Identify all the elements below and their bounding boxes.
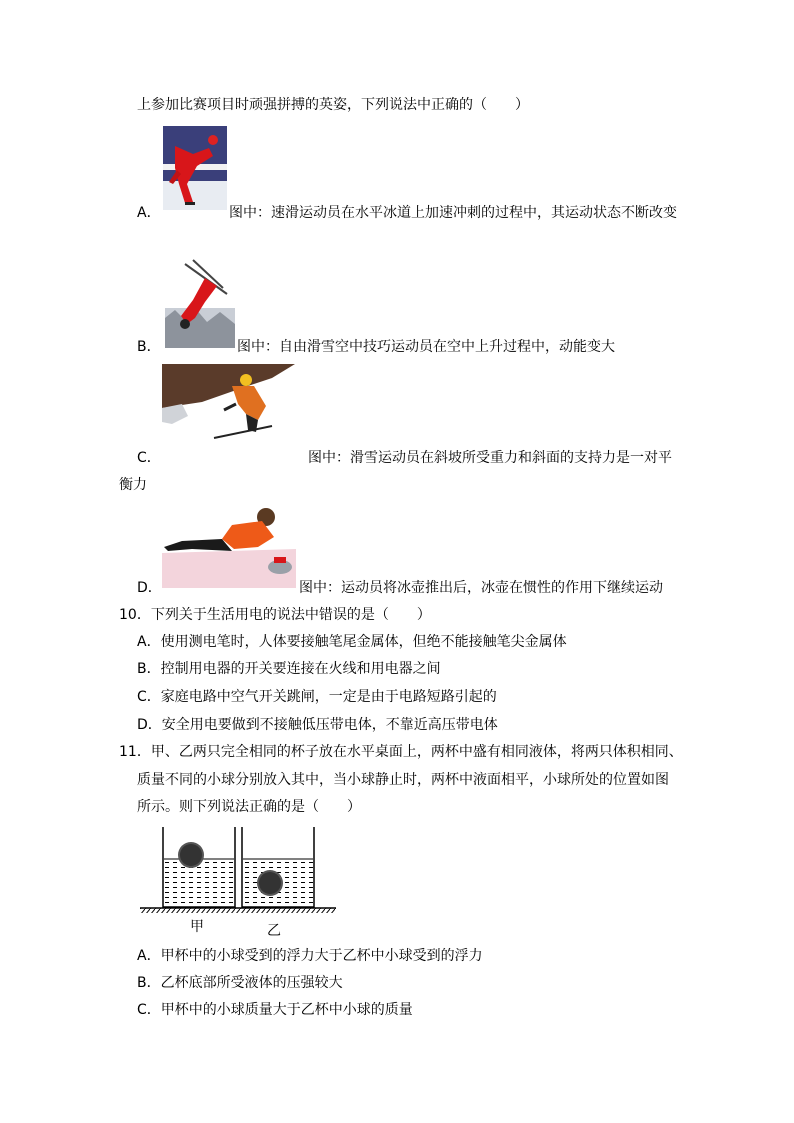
q11-option-c: C．甲杯中的小球质量大于乙杯中小球的质量 (137, 1002, 413, 1018)
q9-option-b-text: 图中：自由滑雪空中技巧运动员在空中上升过程中，动能变大 (237, 339, 615, 355)
cup-label-jia: 甲 (190, 919, 204, 935)
downhill-skier-image (162, 364, 295, 446)
q9-option-c-text: 图中：滑雪运动员在斜坡所受重力和斜面的支持力是一对平 (308, 450, 672, 466)
q10-option-c: C．家庭电路中空气开关跳闸，一定是由于电路短路引起的 (137, 689, 497, 705)
cup-jia (163, 827, 235, 907)
q9-intro: 上参加比赛项目时顽强拼搏的英姿，下列说法中正确的（ ） (137, 97, 529, 113)
q9-option-b-letter: B． (137, 339, 161, 355)
cup-yi (242, 827, 314, 907)
q10-option-b: B．控制用电器的开关要连接在火线和用电器之间 (137, 661, 441, 677)
q10-option-d: D．安全用电要做到不接触低压带电体，不靠近高压带电体 (137, 717, 498, 733)
q9-option-c-letter: C． (137, 450, 161, 466)
speed-skater-image (163, 126, 227, 210)
q11-stem-line-1: 11．甲、乙两只完全相同的杯子放在水平桌面上，两杯中盛有相同液体，将两只体积相同、 (119, 744, 683, 760)
aerial-skier-image (165, 258, 235, 348)
q10-stem: 10．下列关于生活用电的说法中错误的是（ ） (119, 607, 431, 623)
cups-figure (140, 825, 336, 913)
q9-option-a-text: 图中：速滑运动员在水平冰道上加速冲刺的过程中，其运动状态不断改变 (229, 205, 677, 221)
q9-option-a-letter: A． (137, 205, 161, 221)
q11-option-a: A．甲杯中的小球受到的浮力大于乙杯中小球受到的浮力 (137, 948, 483, 964)
curler-image (162, 503, 296, 588)
q10-option-a: A．使用测电笔时，人体要接触笔尾金属体，但绝不能接触笔尖金属体 (137, 634, 567, 650)
q9-option-c-text-continued: 衡力 (119, 477, 147, 493)
q9-option-d-text: 图中：运动员将冰壶推出后，冰壶在惯性的作用下继续运动 (299, 580, 663, 596)
q11-stem-line-3: 所示。则下列说法正确的是（ ） (137, 799, 361, 815)
cup-label-yi: 乙 (267, 923, 281, 939)
q9-option-d-letter: D． (137, 580, 162, 596)
q11-option-b: B．乙杯底部所受液体的压强较大 (137, 975, 343, 991)
q11-stem-line-2: 质量不同的小球分别放入其中，当小球静止时，两杯中液面相平，小球所处的位置如图 (137, 772, 669, 788)
